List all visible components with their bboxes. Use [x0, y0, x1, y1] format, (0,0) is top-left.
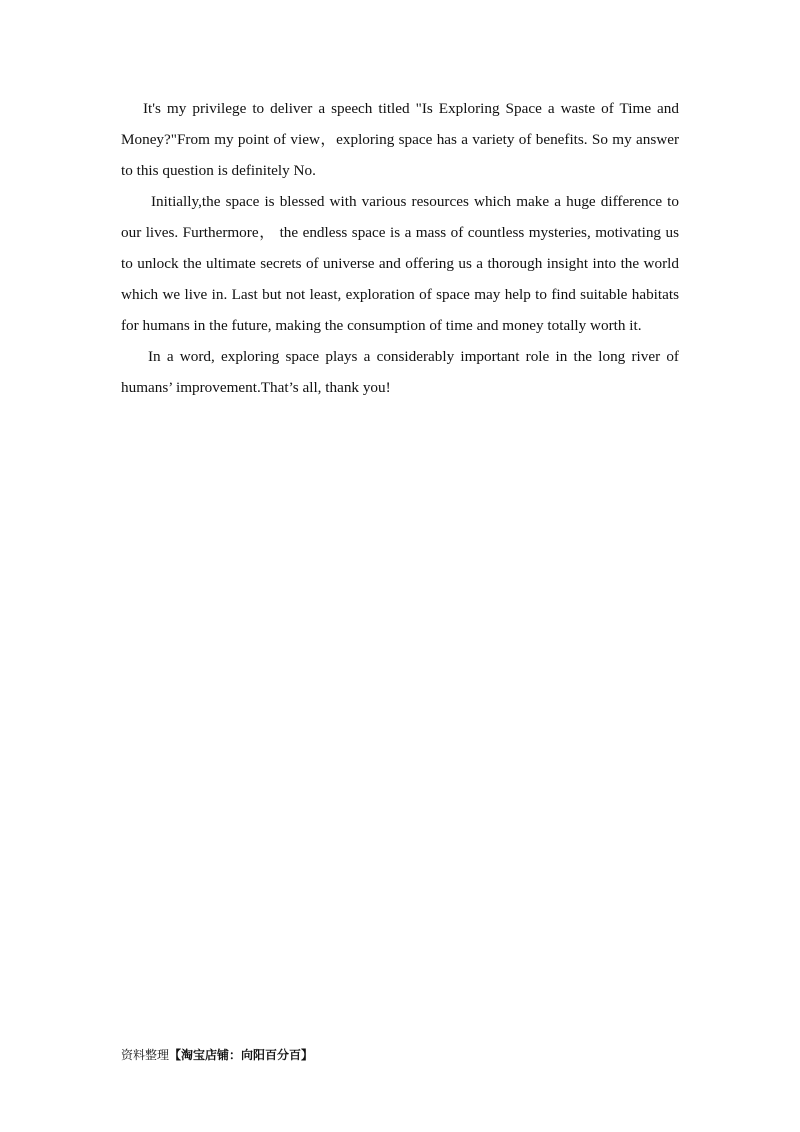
page-footer [121, 1047, 313, 1063]
paragraph-body: Initially,the space is blessed with various resources which make a huge difference to our lives. Furthermore， the endless space is a mass of countless mysteries, motivating us to unlock the ultimate secrets of universe and offering us a thorough insight into the world which we live in. Last but not least, exploration of space may help to find suitable habitats for humans in the future, making the consumption of time and money totally worth it. [121, 193, 679, 334]
footer-prefix: 资料整理 [121, 1048, 170, 1062]
paragraph-conclusion: In a word, exploring space plays a considerably important role in the long river of humans’ improvement.That’s all, thank you! [121, 348, 679, 396]
footer-shop-info: 【淘宝店铺：向阳百分百】 [169, 1048, 314, 1062]
document-body [121, 93, 679, 403]
paragraph-intro: It's my privilege to deliver a speech titled "Is Exploring Space a waste of Time and Money?"From my point of view，exploring space has a variety of benefits. So my answer to this question is definitely No. [121, 100, 679, 179]
